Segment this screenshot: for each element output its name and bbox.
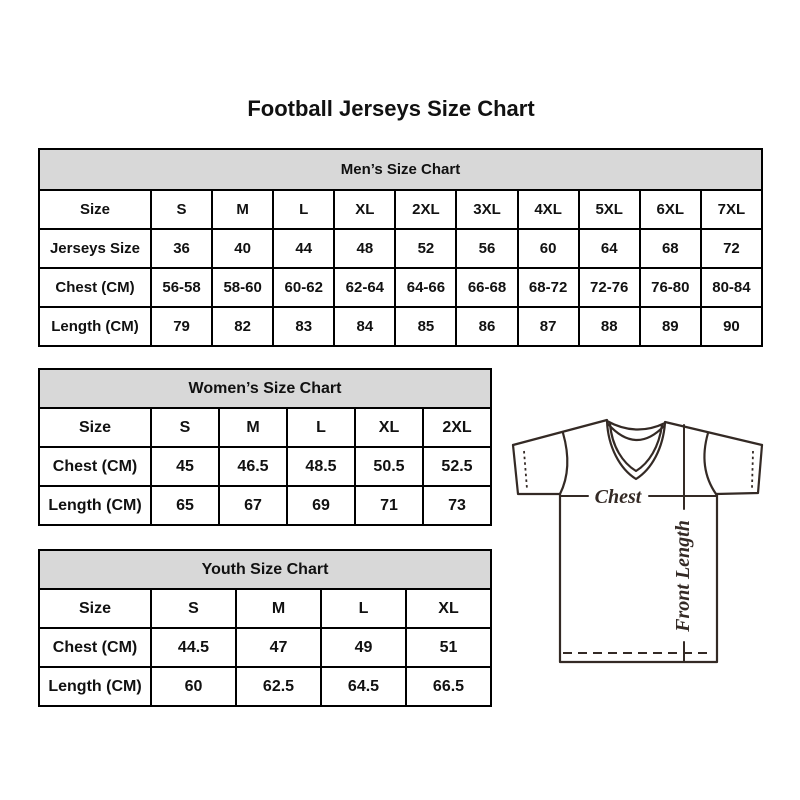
table-row: [39, 268, 762, 307]
cell: L: [321, 589, 406, 628]
cell: S: [151, 589, 236, 628]
cell: 51: [406, 628, 491, 667]
cell: 83: [273, 307, 334, 346]
cell: 79: [151, 307, 212, 346]
cell: 64.5: [321, 667, 406, 706]
cell: 86: [456, 307, 517, 346]
cell: M: [219, 408, 287, 447]
cell: 72: [701, 229, 762, 268]
cell: 69: [287, 486, 355, 525]
jersey-diagram: [495, 400, 785, 680]
right-armhole-seam: [704, 433, 716, 494]
cell: 44: [273, 229, 334, 268]
cell: 62-64: [334, 268, 395, 307]
cell: 82: [212, 307, 273, 346]
cell: 56-58: [151, 268, 212, 307]
row-label: Size: [39, 190, 151, 229]
table-row: [39, 550, 491, 589]
youth-size-table: [38, 549, 492, 707]
cell: 49: [321, 628, 406, 667]
cell: L: [287, 408, 355, 447]
collar: [607, 421, 665, 479]
cell: 76-80: [640, 268, 701, 307]
cell: 84: [334, 307, 395, 346]
cell: 85: [395, 307, 456, 346]
youth-table-title: Youth Size Chart: [39, 550, 491, 589]
table-row: [39, 589, 491, 628]
cell: 80-84: [701, 268, 762, 307]
cell: 89: [640, 307, 701, 346]
cell: 60: [151, 667, 236, 706]
row-label: Length (CM): [39, 307, 151, 346]
mens-table-title: Men’s Size Chart: [39, 149, 762, 190]
table-row: [39, 486, 491, 525]
row-label: Jerseys Size: [39, 229, 151, 268]
table-row: [39, 307, 762, 346]
cell: 72-76: [579, 268, 640, 307]
cell: 71: [355, 486, 423, 525]
table-row: [39, 149, 762, 190]
cell: 60-62: [273, 268, 334, 307]
row-label: Length (CM): [39, 486, 151, 525]
cell: 65: [151, 486, 219, 525]
cell: M: [236, 589, 321, 628]
mens-size-table: [38, 148, 763, 347]
cell: 50.5: [355, 447, 423, 486]
table-row: [39, 408, 491, 447]
cell: 3XL: [456, 190, 517, 229]
row-label: Chest (CM): [39, 268, 151, 307]
left-sleeve: [513, 445, 560, 494]
left-cuff-stitch: [524, 451, 527, 489]
cell: S: [151, 190, 212, 229]
cell: XL: [334, 190, 395, 229]
cell: 47: [236, 628, 321, 667]
cell: L: [273, 190, 334, 229]
cell: 2XL: [423, 408, 491, 447]
right-sleeve: [716, 445, 762, 494]
left-armhole-seam: [560, 433, 567, 494]
womens-size-table: [38, 368, 492, 526]
cell: 40: [212, 229, 273, 268]
cell: 52.5: [423, 447, 491, 486]
row-label: Chest (CM): [39, 447, 151, 486]
cell: 58-60: [212, 268, 273, 307]
chest-label: Chest: [594, 486, 642, 508]
cell: 6XL: [640, 190, 701, 229]
jersey-outline: [513, 420, 762, 445]
row-label: Size: [39, 589, 151, 628]
cell: 64: [579, 229, 640, 268]
cell: XL: [355, 408, 423, 447]
cell: 45: [151, 447, 219, 486]
cell: 62.5: [236, 667, 321, 706]
table-row: [39, 229, 762, 268]
row-label: Size: [39, 408, 151, 447]
cell: M: [212, 190, 273, 229]
right-cuff-stitch: [752, 451, 753, 488]
cell: 73: [423, 486, 491, 525]
cell: 7XL: [701, 190, 762, 229]
cell: 60: [518, 229, 579, 268]
cell: 66.5: [406, 667, 491, 706]
cell: S: [151, 408, 219, 447]
row-label: Chest (CM): [39, 628, 151, 667]
womens-table-title: Women’s Size Chart: [39, 369, 491, 408]
cell: 46.5: [219, 447, 287, 486]
page-title: Football Jerseys Size Chart: [247, 96, 535, 121]
cell: 48: [334, 229, 395, 268]
front-length-label: Front Length: [672, 520, 694, 632]
cell: 2XL: [395, 190, 456, 229]
table-row: [39, 190, 762, 229]
cell: 67: [219, 486, 287, 525]
cell: 36: [151, 229, 212, 268]
cell: 68-72: [518, 268, 579, 307]
table-row: [39, 447, 491, 486]
cell: 66-68: [456, 268, 517, 307]
table-row: [39, 667, 491, 706]
cell: 88: [579, 307, 640, 346]
cell: 52: [395, 229, 456, 268]
cell: 87: [518, 307, 579, 346]
cell: 68: [640, 229, 701, 268]
cell: 4XL: [518, 190, 579, 229]
row-label: Length (CM): [39, 667, 151, 706]
cell: 90: [701, 307, 762, 346]
cell: XL: [406, 589, 491, 628]
cell: 44.5: [151, 628, 236, 667]
table-row: [39, 369, 491, 408]
cell: 64-66: [395, 268, 456, 307]
table-row: [39, 628, 491, 667]
cell: 56: [456, 229, 517, 268]
cell: 48.5: [287, 447, 355, 486]
cell: 5XL: [579, 190, 640, 229]
